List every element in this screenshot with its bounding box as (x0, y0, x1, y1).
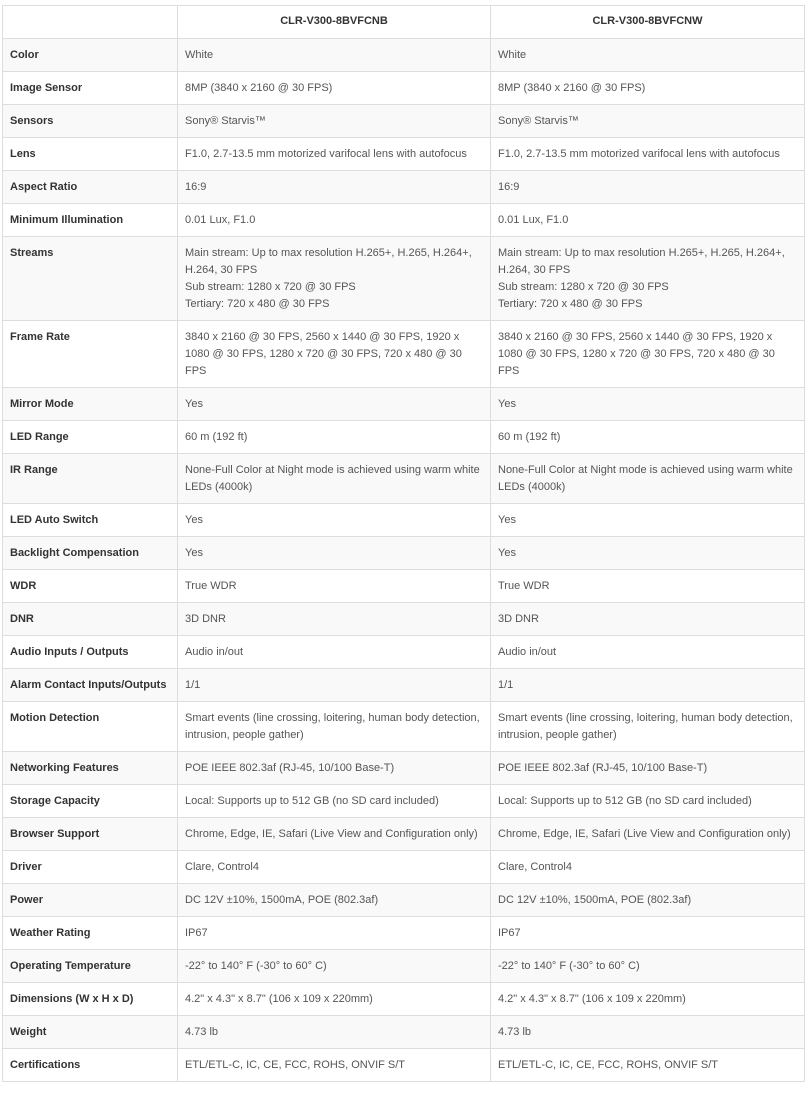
spec-value-model-1: 60 m (192 ft) (178, 421, 491, 454)
spec-label: Lens (3, 138, 178, 171)
spec-value-model-1: 3840 x 2160 @ 30 FPS, 2560 x 1440 @ 30 FPS, 1920 x 1080 @ 30 FPS, 1280 x 720 @ 30 FPS, 720 x 480 @ 30 FPS (178, 321, 491, 388)
spec-value-model-1: 0.01 Lux, F1.0 (178, 204, 491, 237)
table-row (3, 171, 805, 204)
spec-value-model-1: 4.73 lb (178, 1016, 491, 1049)
spec-value-model-1: ETL/ETL-C, IC, CE, FCC, ROHS, ONVIF S/T (178, 1049, 491, 1082)
table-row (3, 669, 805, 702)
spec-value-model-2: 3D DNR (491, 603, 805, 636)
table-row (3, 702, 805, 752)
table-row (3, 237, 805, 321)
table-row (3, 39, 805, 72)
spec-value-model-2: Yes (491, 504, 805, 537)
spec-value-model-2: 0.01 Lux, F1.0 (491, 204, 805, 237)
spec-label: DNR (3, 603, 178, 636)
spec-label: Color (3, 39, 178, 72)
table-row (3, 884, 805, 917)
spec-comparison-table (2, 5, 805, 1082)
table-row (3, 504, 805, 537)
table-row (3, 818, 805, 851)
table-row (3, 636, 805, 669)
table-row (3, 1016, 805, 1049)
spec-label: Storage Capacity (3, 785, 178, 818)
spec-value-model-1: 3D DNR (178, 603, 491, 636)
spec-value-model-2: 3840 x 2160 @ 30 FPS, 2560 x 1440 @ 30 FPS, 1920 x 1080 @ 30 FPS, 1280 x 720 @ 30 FPS, 720 x 480 @ 30 FPS (491, 321, 805, 388)
spec-label: Alarm Contact Inputs/Outputs (3, 669, 178, 702)
spec-label: Streams (3, 237, 178, 321)
spec-value-model-2: True WDR (491, 570, 805, 603)
spec-value-model-1: 8MP (3840 x 2160 @ 30 FPS) (178, 72, 491, 105)
table-row (3, 603, 805, 636)
spec-label: Browser Support (3, 818, 178, 851)
table-row (3, 1049, 805, 1082)
spec-label: Minimum Illumination (3, 204, 178, 237)
spec-value-model-2: 16:9 (491, 171, 805, 204)
spec-value-model-1: Yes (178, 388, 491, 421)
spec-value-model-1: Chrome, Edge, IE, Safari (Live View and Configuration only) (178, 818, 491, 851)
spec-value-model-2: Smart events (line crossing, loitering, human body detection, intrusion, people gather) (491, 702, 805, 752)
spec-value-model-2: -22° to 140° F (-30° to 60° C) (491, 950, 805, 983)
spec-value-model-2: Local: Supports up to 512 GB (no SD card included) (491, 785, 805, 818)
spec-label: Operating Temperature (3, 950, 178, 983)
header-model-1: CLR-V300-8BVFCNB (178, 6, 491, 39)
spec-label: IR Range (3, 454, 178, 504)
spec-label: LED Range (3, 421, 178, 454)
spec-value-model-1: True WDR (178, 570, 491, 603)
spec-label: WDR (3, 570, 178, 603)
spec-label: Backlight Compensation (3, 537, 178, 570)
header-model-2: CLR-V300-8BVFCNW (491, 6, 805, 39)
spec-label: Aspect Ratio (3, 171, 178, 204)
table-row (3, 204, 805, 237)
spec-value-model-2: 4.73 lb (491, 1016, 805, 1049)
spec-label: Networking Features (3, 752, 178, 785)
spec-label: Power (3, 884, 178, 917)
spec-value-model-1: DC 12V ±10%, 1500mA, POE (802.3af) (178, 884, 491, 917)
spec-value-model-1: 4.2" x 4.3" x 8.7" (106 x 109 x 220mm) (178, 983, 491, 1016)
table-row (3, 138, 805, 171)
spec-label: Driver (3, 851, 178, 884)
header-row (3, 6, 805, 39)
spec-label: Motion Detection (3, 702, 178, 752)
table-row (3, 983, 805, 1016)
spec-value-model-2: POE IEEE 802.3af (RJ-45, 10/100 Base-T) (491, 752, 805, 785)
spec-value-model-2: 60 m (192 ft) (491, 421, 805, 454)
table-header (3, 6, 805, 39)
spec-value-model-1: Local: Supports up to 512 GB (no SD card included) (178, 785, 491, 818)
spec-value-model-1: F1.0, 2.7-13.5 mm motorized varifocal lens with autofocus (178, 138, 491, 171)
table-row (3, 851, 805, 884)
table-row (3, 785, 805, 818)
spec-label: LED Auto Switch (3, 504, 178, 537)
spec-value-model-2: Clare, Control4 (491, 851, 805, 884)
table-row (3, 421, 805, 454)
table-row (3, 72, 805, 105)
spec-value-model-2: 8MP (3840 x 2160 @ 30 FPS) (491, 72, 805, 105)
table-row (3, 388, 805, 421)
table-row (3, 752, 805, 785)
spec-value-model-2: Chrome, Edge, IE, Safari (Live View and Configuration only) (491, 818, 805, 851)
spec-label: Weight (3, 1016, 178, 1049)
spec-label: Certifications (3, 1049, 178, 1082)
spec-value-model-2: 1/1 (491, 669, 805, 702)
spec-value-model-2: ETL/ETL-C, IC, CE, FCC, ROHS, ONVIF S/T (491, 1049, 805, 1082)
spec-label: Frame Rate (3, 321, 178, 388)
spec-label: Dimensions (W x H x D) (3, 983, 178, 1016)
spec-value-model-1: -22° to 140° F (-30° to 60° C) (178, 950, 491, 983)
spec-label: Audio Inputs / Outputs (3, 636, 178, 669)
spec-value-model-1: Yes (178, 537, 491, 570)
spec-value-model-2: IP67 (491, 917, 805, 950)
spec-value-model-2: Yes (491, 388, 805, 421)
table-row (3, 321, 805, 388)
header-corner-cell (3, 6, 178, 39)
spec-value-model-2: Main stream: Up to max resolution H.265+, H.265, H.264+, H.264, 30 FPS Sub stream: 1280 x 720 @ 30 FPS Tertiary: 720 x 480 @ 30 FPS (491, 237, 805, 321)
spec-value-model-2: DC 12V ±10%, 1500mA, POE (802.3af) (491, 884, 805, 917)
spec-value-model-2: Audio in/out (491, 636, 805, 669)
spec-value-model-2: Sony® Starvis™ (491, 105, 805, 138)
spec-value-model-1: Audio in/out (178, 636, 491, 669)
table-row (3, 950, 805, 983)
table-body (3, 39, 805, 1082)
spec-value-model-1: Sony® Starvis™ (178, 105, 491, 138)
table-row (3, 454, 805, 504)
table-row (3, 537, 805, 570)
spec-value-model-1: 16:9 (178, 171, 491, 204)
table-row (3, 570, 805, 603)
spec-value-model-1: White (178, 39, 491, 72)
table-row (3, 105, 805, 138)
spec-value-model-1: Yes (178, 504, 491, 537)
spec-label: Weather Rating (3, 917, 178, 950)
spec-value-model-1: None-Full Color at Night mode is achieved using warm white LEDs (4000k) (178, 454, 491, 504)
table-row (3, 917, 805, 950)
spec-value-model-2: None-Full Color at Night mode is achieved using warm white LEDs (4000k) (491, 454, 805, 504)
spec-value-model-2: White (491, 39, 805, 72)
spec-value-model-1: Smart events (line crossing, loitering, human body detection, intrusion, people gather) (178, 702, 491, 752)
spec-value-model-1: 1/1 (178, 669, 491, 702)
spec-value-model-1: Main stream: Up to max resolution H.265+, H.265, H.264+, H.264, 30 FPS Sub stream: 1280 x 720 @ 30 FPS Tertiary: 720 x 480 @ 30 FPS (178, 237, 491, 321)
spec-value-model-1: POE IEEE 802.3af (RJ-45, 10/100 Base-T) (178, 752, 491, 785)
spec-label: Sensors (3, 105, 178, 138)
spec-value-model-2: Yes (491, 537, 805, 570)
spec-value-model-1: IP67 (178, 917, 491, 950)
spec-label: Mirror Mode (3, 388, 178, 421)
spec-value-model-2: 4.2" x 4.3" x 8.7" (106 x 109 x 220mm) (491, 983, 805, 1016)
spec-value-model-2: F1.0, 2.7-13.5 mm motorized varifocal lens with autofocus (491, 138, 805, 171)
spec-label: Image Sensor (3, 72, 178, 105)
spec-value-model-1: Clare, Control4 (178, 851, 491, 884)
